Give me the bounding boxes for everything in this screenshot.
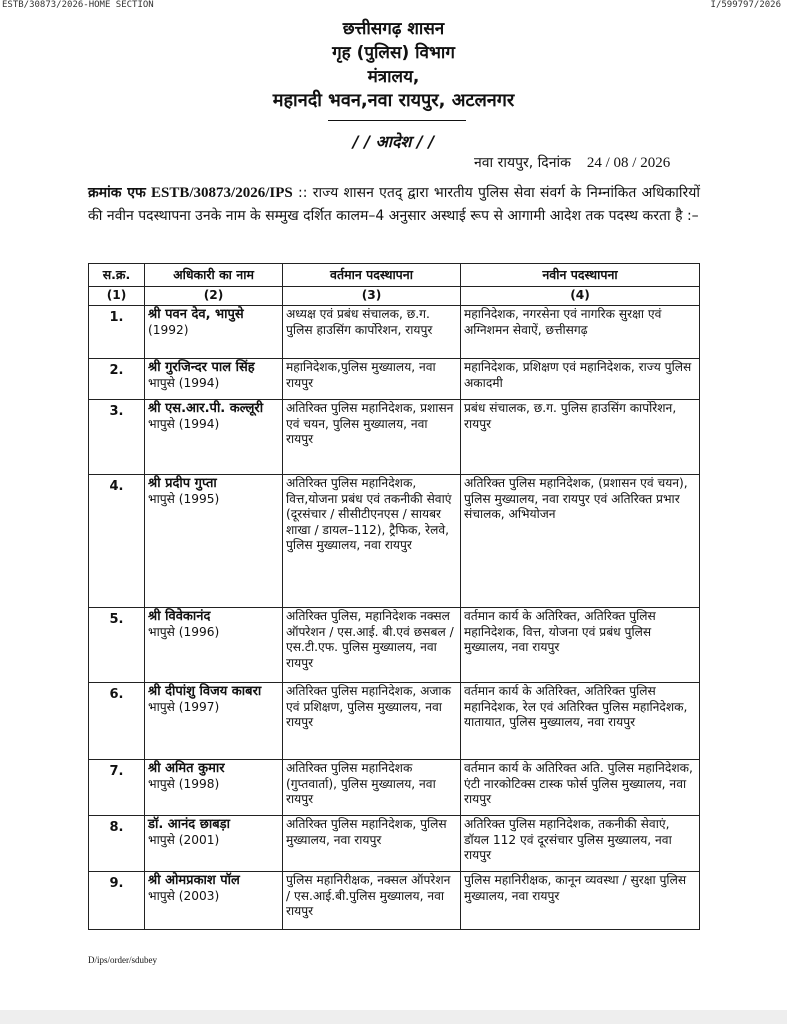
serial-number: 2. xyxy=(89,359,145,400)
current-posting: अध्यक्ष एवं प्रबंध संचालक, छ.ग. पुलिस हाउसिंग कार्पोरेशन, रायपुर xyxy=(283,306,461,359)
file-path-note: D/ips/order/sdubey xyxy=(88,955,157,965)
new-posting: वर्तमान कार्य के अतिरिक्त अति. पुलिस महानिदेशक, एंटी नारकोटिक्स टास्क फोर्स पुलिस मुख्यालय, नवा रायपुर xyxy=(461,760,700,816)
new-posting: पुलिस महानिरीक्षक, कानून व्यवस्था / सुरक्षा पुलिस मुख्यालय, नवा रायपुर xyxy=(461,872,700,930)
posting-table xyxy=(88,263,700,930)
officer-cell xyxy=(145,475,283,608)
col-num-1: (1) xyxy=(89,287,145,306)
new-posting: वर्तमान कार्य के अतिरिक्त, अतिरिक्त पुलिस महानिदेशक, वित्त, योजना एवं प्रबंध पुलिस मुख्यालय, नवा रायपुर xyxy=(461,608,700,683)
page-bottom-strip xyxy=(0,1010,787,1024)
officer-cell xyxy=(145,816,283,872)
new-posting: महानिदेशक, नगरसेना एवं नागरिक सुरक्षा एवं अग्निशमन सेवाऐं, छत्तीसगढ़ xyxy=(461,306,700,359)
new-posting: महानिदेशक, प्रशिक्षण एवं महानिदेशक, राज्य पुलिस अकादमी xyxy=(461,359,700,400)
current-posting: अतिरिक्त पुलिस महानिदेशक, अजाक एवं प्रशिक्षण, पुलिस मुख्यालय, नवा रायपुर xyxy=(283,683,461,760)
officer-service: भापुसे (1994) xyxy=(148,416,220,431)
officer-cell xyxy=(145,608,283,683)
officer-name: डॉ. आनंद छाबड़ा xyxy=(148,817,230,832)
table-header-row xyxy=(89,264,700,287)
current-posting: पुलिस महानिरीक्षक, नक्सल ऑपरेशन / एस.आई.बी.पुलिस मुख्यालय, नवा रायपुर xyxy=(283,872,461,930)
col-num-4: (4) xyxy=(461,287,700,306)
header-department: गृह (पुलिस) विभाग xyxy=(332,43,455,63)
officer-service: भापुसे (1997) xyxy=(148,699,220,714)
table-row xyxy=(89,608,700,683)
order-intro xyxy=(88,182,700,228)
col-num-2: (2) xyxy=(145,287,283,306)
current-posting: अतिरिक्त पुलिस, महानिदेशक नक्सल ऑपरेशन / एस.आई. बी.एवं छसबल / एस.टी.एफ. पुलिस मुख्यालय, नवा रायपुर xyxy=(283,608,461,683)
date-value: 24 / 08 / 2026 xyxy=(586,155,671,171)
officer-name: श्री विवेकानंद xyxy=(148,609,211,624)
table-row xyxy=(89,359,700,400)
officer-cell xyxy=(145,683,283,760)
officer-name: श्री ओमप्रकाश पॉल xyxy=(148,873,240,888)
officer-service: भापुसे (1994) xyxy=(148,375,220,390)
officer-service: भापुसे (2003) xyxy=(148,888,220,903)
officer-name: श्री गुरजिन्दर पाल सिंह xyxy=(148,360,255,375)
officer-service: भापुसे (1996) xyxy=(148,624,220,639)
officer-service: (1992) xyxy=(148,322,189,337)
current-posting: अतिरिक्त पुलिस महानिदेशक, पुलिस मुख्यालय, नवा रायपुर xyxy=(283,816,461,872)
header-new-posting: नवीन पदस्थापना xyxy=(461,264,700,287)
date-label: नवा रायपुर, दिनांक xyxy=(474,155,571,171)
officer-service: भापुसे (1995) xyxy=(148,491,220,506)
officer-name: श्री दीपांशु विजय काबरा xyxy=(148,684,262,699)
header-divider xyxy=(328,120,466,121)
officer-name: श्री एस.आर.पी. कल्लूरी xyxy=(148,401,264,416)
officer-cell xyxy=(145,306,283,359)
order-title: / / आदेश / / xyxy=(352,132,435,151)
serial-number: 6. xyxy=(89,683,145,760)
serial-number: 1. xyxy=(89,306,145,359)
table-row xyxy=(89,475,700,608)
header-government: छत्तीसगढ़ शासन xyxy=(342,19,445,39)
current-posting: अतिरिक्त पुलिस महानिदेशक, प्रशासन एवं चयन, पुलिस मुख्यालय, नवा रायपुर xyxy=(283,400,461,475)
serial-number: 3. xyxy=(89,400,145,475)
officer-cell xyxy=(145,359,283,400)
serial-number: 7. xyxy=(89,760,145,816)
date-line xyxy=(474,153,670,172)
serial-number: 5. xyxy=(89,608,145,683)
new-posting: अतिरिक्त पुलिस महानिदेशक, तकनीकी सेवाएं, डॉयल 112 एवं दूरसंचार पुलिस मुख्यालय, नवा रायपुर xyxy=(461,816,700,872)
table-row xyxy=(89,760,700,816)
col-num-3: (3) xyxy=(283,287,461,306)
current-posting: महानिदेशक,पुलिस मुख्यालय, नवा रायपुर xyxy=(283,359,461,400)
officer-service: भापुसे (2001) xyxy=(148,832,220,847)
current-posting: अतिरिक्त पुलिस महानिदेशक (गुप्तवार्ता), पुलिस मुख्यालय, नवा रायपुर xyxy=(283,760,461,816)
serial-number: 4. xyxy=(89,475,145,608)
new-posting: प्रबंध संचालक, छ.ग. पुलिस हाउसिंग कार्पोरेशन, रायपुर xyxy=(461,400,700,475)
officer-cell xyxy=(145,760,283,816)
table-row xyxy=(89,683,700,760)
officer-cell xyxy=(145,400,283,475)
header-current-posting: वर्तमान पदस्थापना xyxy=(283,264,461,287)
officer-name: श्री प्रदीप गुप्ता xyxy=(148,476,217,491)
intro-text: :: राज्य शासन एतद् द्वारा भारतीय पुलिस सेवा संवर्ग के निम्नांकित अधिकारियों की नवीन पदस्थापना उनके नाम के सम्मुख दर्शित कालम–4 अनुसार अस्थाई रूप से आगामी आदेश तक पदस्थ करता है :– xyxy=(88,185,700,224)
new-posting: अतिरिक्त पुलिस महानिदेशक, (प्रशासन एवं चयन), पुलिस मुख्यालय, नवा रायपुर एवं अतिरिक्त प्रभार संचालक, अभियोजन xyxy=(461,475,700,608)
table-row xyxy=(89,816,700,872)
table-row xyxy=(89,872,700,930)
new-posting: वर्तमान कार्य के अतिरिक्त, अतिरिक्त पुलिस महानिदेशक, रेल एवं अतिरिक्त पुलिस महानिदेशक, यातायात, पुलिस मुख्यालय, नवा रायपुर xyxy=(461,683,700,760)
header-serial: स.क्र. xyxy=(89,264,145,287)
header-address: महानदी भवन,नवा रायपुर, अटलनगर xyxy=(272,90,515,111)
serial-number: 9. xyxy=(89,872,145,930)
officer-service: भापुसे (1998) xyxy=(148,776,220,791)
table-row xyxy=(89,400,700,475)
current-posting: अतिरिक्त पुलिस महानिदेशक, वित्त,योजना प्रबंध एवं तकनीकी सेवाएं (दूरसंचार / सीसीटीएनएस / सायबर शाखा / डायल–112), ट्रैफिक, रेलवे, पुलिस मुख्यालय, नवा रायपुर xyxy=(283,475,461,608)
officer-cell xyxy=(145,872,283,930)
header-ministry: मंत्रालय, xyxy=(367,67,420,87)
file-reference-right: I/599797/2026 xyxy=(710,0,781,10)
header-officer-name: अधिकारी का नाम xyxy=(145,264,283,287)
table-row xyxy=(89,306,700,359)
file-reference-left: ESTB/30873/2026-HOME SECTION xyxy=(2,0,154,10)
officer-name: श्री अमित कुमार xyxy=(148,761,225,776)
order-number: ESTB/30873/2026/IPS xyxy=(151,185,293,201)
column-number-row xyxy=(89,287,700,306)
serial-number: 8. xyxy=(89,816,145,872)
kramank-label: क्रमांक एफ xyxy=(88,185,146,201)
officer-name: श्री पवन देव, भापुसे xyxy=(148,307,244,322)
